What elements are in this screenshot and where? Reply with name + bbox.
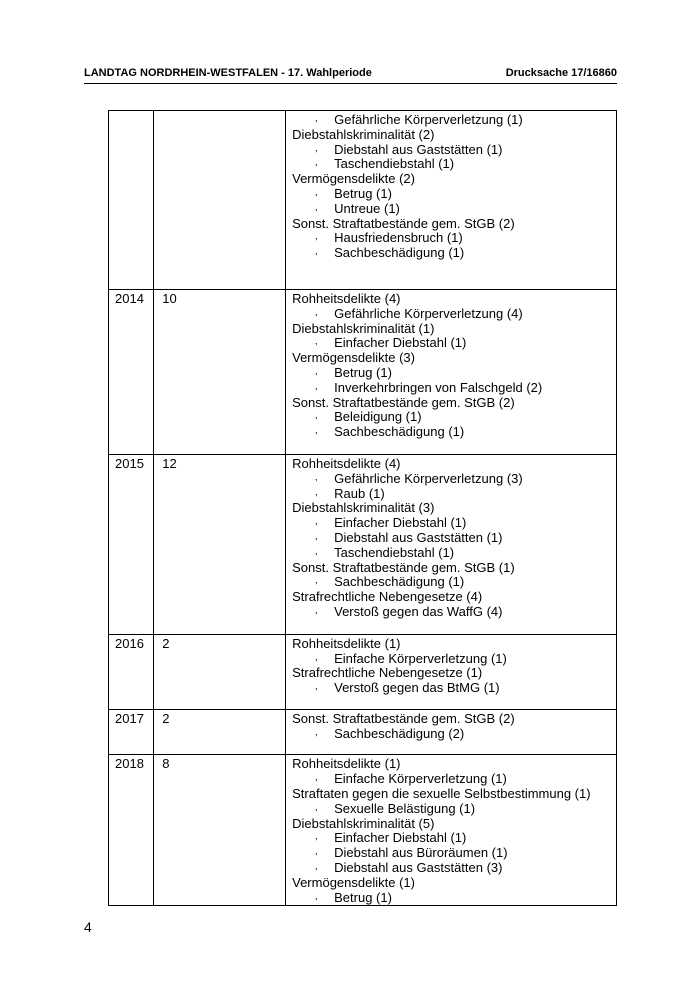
offense-item-label: Gefährliche Körperverletzung (3) [334, 470, 523, 486]
offense-item-label: Gefährliche Körperverletzung (4) [334, 305, 523, 321]
offense-item-label: Einfache Körperverletzung (1) [334, 771, 507, 787]
offense-item-label: Hausfriedensbruch (1) [334, 230, 463, 246]
offense-item [292, 652, 616, 667]
table-row [109, 634, 617, 709]
offense-item [292, 472, 616, 487]
bullet-icon: ‚ [315, 726, 318, 738]
bullet-icon: ‚ [315, 530, 318, 542]
offense-category: Diebstahlskriminalität (5) [292, 815, 435, 831]
count-cell: 12 [154, 454, 286, 634]
offense-item-label: Taschendiebstahl (1) [334, 544, 455, 560]
bullet-icon: ‚ [315, 157, 318, 169]
table-body [109, 111, 617, 906]
offense-item-label: Sachbeschädigung (1) [334, 574, 465, 590]
bullet-icon: ‚ [315, 831, 318, 843]
year-cell: 2016 [109, 634, 154, 709]
offense-item-label: Diebstahl aus Gaststätten (1) [334, 141, 503, 157]
offense-item [292, 246, 616, 261]
year-cell: 2015 [109, 454, 154, 634]
offense-category: Vermögensdelikte (3) [292, 350, 415, 366]
bullet-icon: ‚ [315, 246, 318, 258]
offense-item-label: Sachbeschädigung (2) [334, 725, 465, 741]
bullet-icon: ‚ [315, 651, 318, 663]
bullet-icon: ‚ [315, 380, 318, 392]
offense-item-label: Raub (1) [334, 485, 385, 501]
bullet-icon: ‚ [315, 772, 318, 784]
bullet-icon: ‚ [315, 604, 318, 616]
table-row [109, 454, 617, 634]
offenses-cell [286, 709, 617, 755]
offense-item-label: Sachbeschädigung (1) [334, 424, 465, 440]
offense-item-label: Betrug (1) [334, 185, 392, 201]
offense-item [292, 681, 616, 696]
offense-item [292, 157, 616, 172]
offenses-cell [286, 289, 617, 454]
offense-item-label: Diebstahl aus Gaststätten (3) [334, 860, 503, 876]
offense-item-label: Verstoß gegen das WaffG (4) [334, 603, 503, 619]
offense-item [292, 727, 616, 742]
offense-category: Straftaten gegen die sexuelle Selbstbestimmung (1) [292, 786, 591, 802]
offense-item [292, 366, 616, 381]
year-cell: 2017 [109, 709, 154, 755]
offense-item-label: Diebstahl aus Büroräumen (1) [334, 845, 508, 861]
offense-item [292, 546, 616, 561]
offense-category: Strafrechtliche Nebengesetze (1) [292, 665, 483, 681]
offense-item [292, 516, 616, 531]
offense-category: Diebstahlskriminalität (2) [292, 126, 435, 142]
bullet-icon: ‚ [315, 801, 318, 813]
offense-category: Rohheitsdelikte (4) [292, 455, 401, 471]
offense-item [292, 187, 616, 202]
offense-item [292, 575, 616, 590]
offense-category: Vermögensdelikte (2) [292, 171, 415, 187]
offense-item [292, 381, 616, 396]
offense-item [292, 831, 616, 846]
year-cell: 2018 [109, 755, 154, 906]
offense-item-label: Inverkehrbringen von Falschgeld (2) [334, 379, 543, 395]
header-document-number: Drucksache 17/16860 [505, 67, 617, 79]
bullet-icon: ‚ [315, 201, 318, 213]
offense-item [292, 425, 616, 440]
bullet-icon: ‚ [315, 846, 318, 858]
offense-item [292, 336, 616, 351]
table-row [109, 709, 617, 755]
bullet-icon: ‚ [315, 575, 318, 587]
offenses-cell [286, 755, 617, 906]
offense-item-label: Gefährliche Körperverletzung (1) [334, 112, 523, 127]
count-cell: 2 [154, 709, 286, 755]
count-cell: 2 [154, 634, 286, 709]
offense-category: Rohheitsdelikte (4) [292, 290, 401, 306]
year-cell: 2014 [109, 289, 154, 454]
offense-item [292, 531, 616, 546]
offense-item-label: Einfacher Diebstahl (1) [334, 515, 467, 531]
bullet-icon: ‚ [315, 486, 318, 498]
offense-category: Sonst. Straftatbestände gem. StGB (2) [292, 394, 515, 410]
bullet-icon: ‚ [315, 425, 318, 437]
offenses-cell [286, 454, 617, 634]
offense-category: Rohheitsdelikte (1) [292, 756, 401, 772]
bullet-icon: ‚ [315, 681, 318, 693]
offense-item-label: Betrug (1) [334, 364, 392, 380]
count-cell: 8 [154, 755, 286, 906]
offense-item [292, 143, 616, 158]
offense-item [292, 605, 616, 620]
page-number: 4 [84, 919, 92, 935]
offense-item-label: Taschendiebstahl (1) [334, 156, 455, 172]
offense-item [292, 410, 616, 425]
offense-item-label: Sachbeschädigung (1) [334, 245, 465, 261]
offense-category: Diebstahlskriminalität (1) [292, 320, 435, 336]
offense-item [292, 772, 616, 787]
offense-category: Sonst. Straftatbestände gem. StGB (1) [292, 559, 515, 575]
offense-item-label: Betrug (1) [334, 889, 392, 905]
offense-category: Vermögensdelikte (1) [292, 874, 415, 890]
header-rule [84, 83, 617, 84]
offense-category: Strafrechtliche Nebengesetze (4) [292, 589, 483, 605]
offense-item [292, 307, 616, 322]
offense-item-label: Diebstahl aus Gaststätten (1) [334, 529, 503, 545]
header-title: LANDTAG NORDRHEIN-WESTFALEN - 17. Wahlperiode [84, 67, 372, 79]
offense-category: Rohheitsdelikte (1) [292, 635, 401, 651]
count-cell [154, 111, 286, 290]
offense-item-label: Verstoß gegen das BtMG (1) [334, 680, 500, 696]
bullet-icon: ‚ [315, 306, 318, 318]
offense-category: Diebstahlskriminalität (3) [292, 500, 435, 516]
offenses-cell [286, 111, 617, 290]
offense-item-label: Einfache Körperverletzung (1) [334, 650, 507, 666]
table-row [109, 289, 617, 454]
bullet-icon: ‚ [315, 113, 318, 124]
offense-item [292, 231, 616, 246]
offense-item [292, 802, 616, 817]
bullet-icon: ‚ [315, 142, 318, 154]
offense-item-label: Beleidigung (1) [334, 409, 422, 425]
bullet-icon: ‚ [315, 861, 318, 873]
offense-item-label: Einfacher Diebstahl (1) [334, 830, 467, 846]
table-row [109, 755, 617, 906]
offense-item [292, 113, 616, 128]
offense-item-label: Untreue (1) [334, 200, 400, 216]
bullet-icon: ‚ [315, 516, 318, 528]
table-row [109, 111, 617, 290]
offense-item [292, 202, 616, 217]
year-cell [109, 111, 154, 290]
bullet-icon: ‚ [315, 186, 318, 198]
bullet-icon: ‚ [315, 336, 318, 348]
count-cell: 10 [154, 289, 286, 454]
offenses-cell [286, 634, 617, 709]
bullet-icon: ‚ [315, 231, 318, 243]
offense-item [292, 487, 616, 502]
offense-item [292, 861, 616, 876]
bullet-icon: ‚ [315, 410, 318, 422]
offense-item-label: Einfacher Diebstahl (1) [334, 335, 467, 351]
offense-category: Sonst. Straftatbestände gem. StGB (2) [292, 215, 515, 231]
offense-item [292, 846, 616, 861]
offense-category: Sonst. Straftatbestände gem. StGB (2) [292, 710, 515, 726]
bullet-icon: ‚ [315, 890, 318, 902]
bullet-icon: ‚ [315, 545, 318, 557]
crime-statistics-table [108, 110, 617, 906]
bullet-icon: ‚ [315, 471, 318, 483]
offense-item [292, 891, 616, 906]
bullet-icon: ‚ [315, 365, 318, 377]
offense-item-label: Sexuelle Belästigung (1) [334, 800, 476, 816]
